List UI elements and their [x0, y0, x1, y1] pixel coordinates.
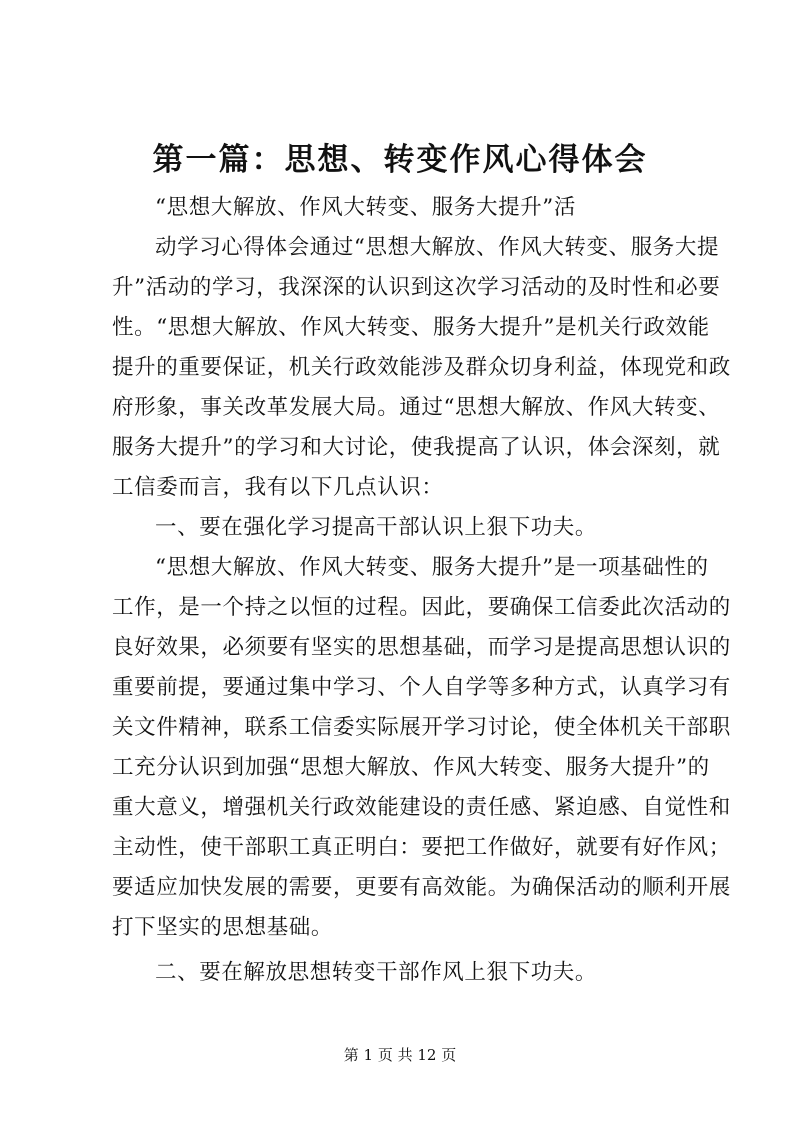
section-heading: 二、要在解放思想转变干部作风上狠下功夫。: [155, 960, 598, 985]
body-line: “思想大解放、作风大转变、服务大提升”活: [155, 195, 576, 220]
body-line: 提升的重要保证，机关行政效能涉及群众切身利益，体现党和政: [112, 355, 731, 380]
body-line: 重要前提，要通过集中学习、个人自学等多种方式，认真学习有: [112, 675, 731, 700]
body-line: 要适应加快发展的需要，更要有高效能。为确保活动的顺利开展: [112, 875, 731, 900]
body-line: 性。“思想大解放、作风大转变、服务大提升”是机关行政效能: [112, 315, 710, 340]
body-line: 府形象，事关改革发展大局。通过“思想大解放、作风大转变、: [112, 395, 721, 420]
body-line: 动学习心得体会通过“思想大解放、作风大转变、服务大提: [155, 235, 720, 260]
body-line: 工充分认识到加强“思想大解放、作风大转变、服务大提升”的: [112, 755, 710, 780]
body-line: 良好效果，必须要有坚实的思想基础，而学习是提高思想认识的: [112, 635, 731, 660]
document-title: 第一篇：思想、转变作风心得体会: [152, 142, 648, 178]
body-line: 打下坚实的思想基础。: [112, 915, 334, 940]
body-line: 服务大提升”的学习和大讨论，使我提高了认识，体会深刻，就: [112, 435, 721, 460]
body-line: 重大意义，增强机关行政效能建设的责任感、紧迫感、自觉性和: [112, 795, 731, 820]
body-line: 关文件精神，联系工信委实际展开学习讨论，使全体机关干部职: [112, 715, 731, 740]
body-line: 主动性，使干部职工真正明白：要把工作做好，就要有好作风；: [112, 835, 731, 860]
body-line: 工作，是一个持之以恒的过程。因此，要确保工信委此次活动的: [112, 595, 731, 620]
page-footer: 第 1 页 共 12 页: [343, 1046, 457, 1064]
body-line: 工信委而言，我有以下几点认识：: [112, 475, 444, 500]
body-line: “思想大解放、作风大转变、服务大提升”是一项基础性的: [155, 555, 709, 580]
section-heading: 一、要在强化学习提高干部认识上狠下功夫。: [155, 515, 598, 540]
body-line: 升”活动的学习，我深深的认识到这次学习活动的及时性和必要: [112, 275, 721, 300]
